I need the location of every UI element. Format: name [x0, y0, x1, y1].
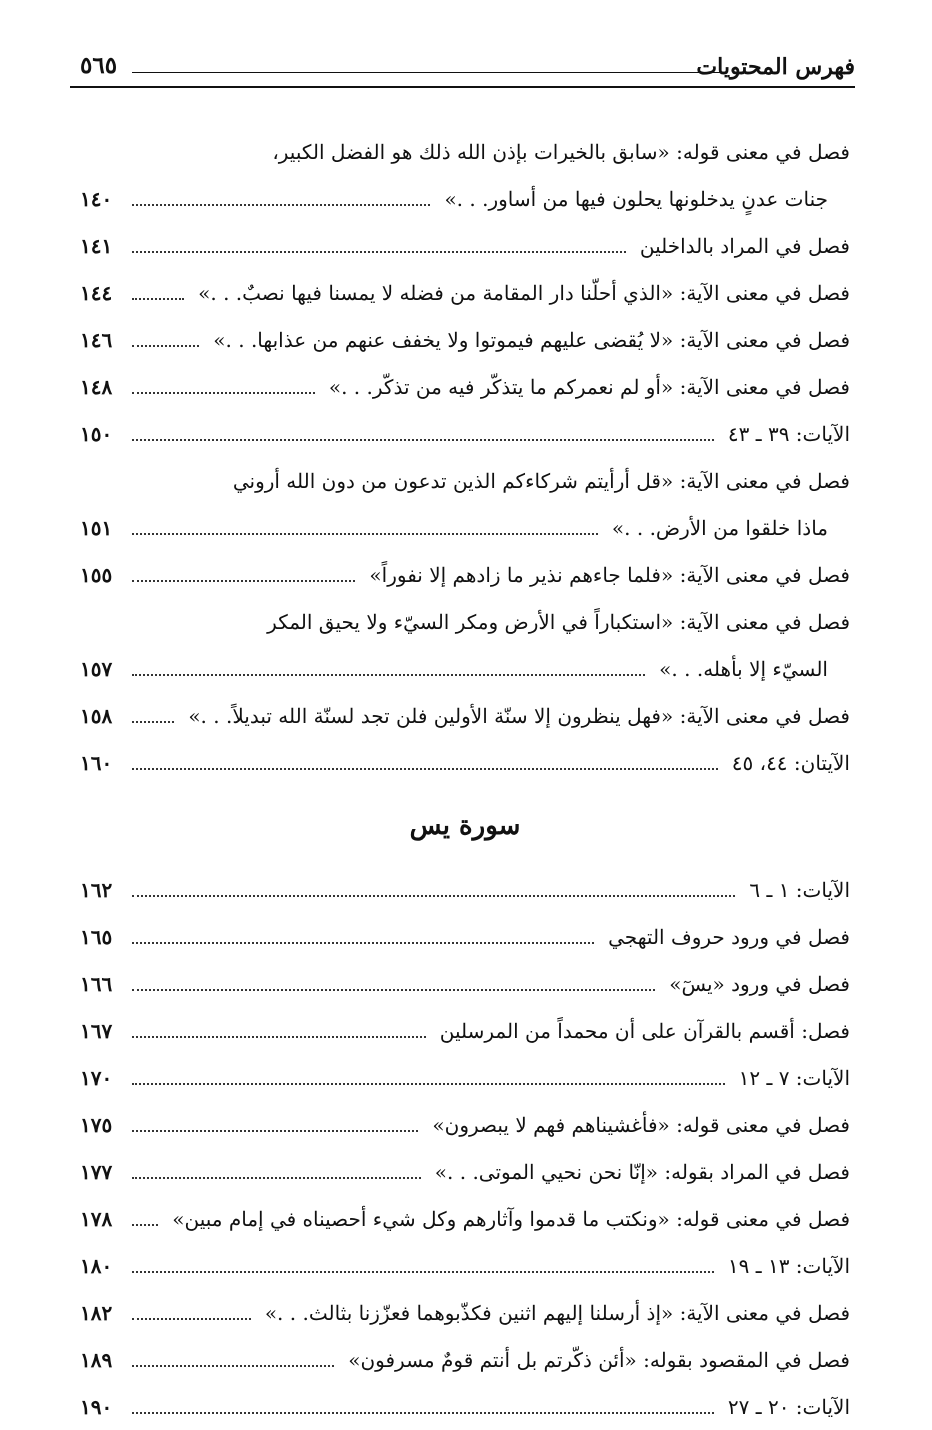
- leader-dots: [132, 1412, 714, 1414]
- surah-heading: سورة يس: [409, 811, 521, 841]
- header-rule: [132, 72, 725, 73]
- leader-dots: [132, 942, 594, 944]
- toc-entry: [80, 739, 850, 786]
- toc-entry-text: الآيات: ٣٩ ـ ٤٣: [727, 421, 850, 446]
- toc-entry-text: فصل: أقسم بالقرآن على أن محمداً من المرسلين: [439, 1018, 850, 1043]
- leader-dots: [132, 251, 626, 253]
- toc-entry-page: ١٥٥: [80, 562, 113, 587]
- toc-entry: [80, 457, 850, 504]
- toc-entry-text: فصل في معنى الآية: «فهل ينظرون إلا سنّة الأولين فلن تجد لسنّة الله تبديلاً. . .»: [188, 703, 850, 728]
- leader-dots: [132, 674, 645, 676]
- leader-dots: [132, 721, 174, 723]
- toc-entry-text: فصل في معنى الآية: «أو لم نعمركم ما يتذكّر فيه من تذكّر. . .»: [328, 374, 850, 399]
- toc-entry-text: فصل في معنى الآية: «استكباراً في الأرض ومكر السيّء ولا يحيق المكر: [267, 609, 850, 634]
- toc-entry-text: الآيتان: ٤٤، ٤٥: [731, 750, 850, 775]
- toc-entry-text: الآيات: ٧ ـ ١٢: [738, 1065, 850, 1090]
- toc-entry-page: ١٧٨: [80, 1206, 113, 1231]
- toc-entry-page: ١٤٦: [80, 327, 113, 352]
- toc-entry: [80, 598, 850, 645]
- toc-entry-page: ١٨٢: [80, 1300, 113, 1325]
- toc-entry-text: السيّء إلا بأهله. . .»: [659, 656, 828, 681]
- toc-entry-text: فصل في معنى الآية: «إذ أرسلنا إليهم اثنين فكذّبوهما فعزّزنا بثالث. . .»: [264, 1300, 850, 1325]
- toc-entry: [80, 504, 850, 551]
- toc-entry-text: ماذا خلقوا من الأرض. . .»: [611, 515, 828, 540]
- leader-dots: [132, 1224, 158, 1226]
- toc-entry-page: ١٥٧: [80, 656, 113, 681]
- toc-entry-page: ١٦٦: [80, 971, 113, 996]
- toc-entry-page: ١٥٠: [80, 421, 113, 446]
- toc-entry: [80, 1101, 850, 1148]
- toc-entry: [80, 692, 850, 739]
- toc-section-1: [80, 128, 850, 786]
- leader-dots: [132, 1271, 714, 1273]
- toc-entry: [80, 1242, 850, 1289]
- toc-entry: [80, 1054, 850, 1101]
- leader-dots: [132, 204, 430, 206]
- toc-entry-page: ١٤١: [80, 233, 113, 258]
- leader-dots: [132, 1318, 251, 1320]
- leader-dots: [132, 439, 714, 441]
- toc-entry-page: ١٦٠: [80, 750, 113, 775]
- toc-entry: [80, 960, 850, 1007]
- toc-entry-page: ١٤٨: [80, 374, 113, 399]
- leader-dots: [132, 298, 184, 300]
- toc-entry-text: فصل في معنى الآية: «قل أرأيتم شركاءكم الذين تدعون من دون الله أروني: [232, 468, 850, 493]
- toc-entry-page: ١٩٠: [80, 1394, 113, 1419]
- header-page-number: ٥٦٥: [80, 52, 118, 79]
- toc-entry-text: فصل في معنى الآية: «لا يُقضى عليهم فيموتوا ولا يخفف عنهم من عذابها. . .»: [213, 327, 850, 352]
- leader-dots: [132, 345, 199, 347]
- toc-entry-page: ١٧٠: [80, 1065, 113, 1090]
- toc-entry: [80, 175, 850, 222]
- toc-entry-page: ١٨٠: [80, 1253, 113, 1278]
- toc-entry: [80, 410, 850, 457]
- toc-entry-page: ١٨٩: [80, 1347, 113, 1372]
- toc-entry: [80, 1289, 850, 1336]
- leader-dots: [132, 1177, 421, 1179]
- toc-entry-page: ١٤٠: [80, 186, 113, 211]
- toc-entry-page: ١٥١: [80, 515, 113, 540]
- toc-entry-text: فصل في المراد بقوله: «إنّا نحن نحيي الموتى. . .»: [434, 1159, 850, 1184]
- toc-entry: [80, 1336, 850, 1383]
- toc-entry: [80, 1195, 850, 1242]
- toc-entry: [80, 269, 850, 316]
- toc-entry: [80, 363, 850, 410]
- toc-entry-text: الآيات: ١ ـ ٦: [749, 877, 850, 902]
- leader-dots: [132, 1083, 725, 1085]
- header-underline: [70, 86, 855, 88]
- toc-entry-page: ١٥٨: [80, 703, 113, 728]
- toc-entry-page: ١٤٤: [80, 280, 113, 305]
- table-of-contents: [80, 128, 850, 1430]
- toc-entry-page: ١٧٥: [80, 1112, 113, 1137]
- toc-entry-text: فصل في ورود حروف التهجي: [608, 924, 850, 949]
- toc-entry-text: فصل في معنى قوله: «سابق بالخيرات بإذن الله ذلك هو الفضل الكبير،: [272, 139, 850, 164]
- toc-entry-text: فصل في المراد بالداخلين: [639, 233, 850, 258]
- toc-entry-page: ١٦٥: [80, 924, 113, 949]
- leader-dots: [132, 768, 718, 770]
- toc-entry-text: الآيات: ١٣ ـ ١٩: [727, 1253, 850, 1278]
- toc-entry: [80, 1383, 850, 1430]
- toc-entry: [80, 551, 850, 598]
- toc-entry: [80, 316, 850, 363]
- toc-entry-page: ١٧٧: [80, 1159, 113, 1184]
- leader-dots: [132, 895, 735, 897]
- toc-entry: [80, 913, 850, 960]
- toc-entry-text: فصل في معنى قوله: «فأغشيناهم فهم لا يبصرون»: [432, 1112, 850, 1137]
- toc-entry-page: ١٦٧: [80, 1018, 113, 1043]
- leader-dots: [132, 1365, 334, 1367]
- running-header: [70, 46, 855, 90]
- toc-entry-text: جنات عدنٍ يدخلونها يحلون فيها من أساور. . .»: [444, 186, 828, 211]
- leader-dots: [132, 1036, 426, 1038]
- toc-entry: [80, 645, 850, 692]
- toc-entry-text: فصل في ورود «يسٓ»: [669, 971, 850, 996]
- toc-entry-text: فصل في معنى الآية: «فلما جاءهم نذير ما زادهم إلا نفوراً»: [369, 562, 850, 587]
- toc-entry: [80, 222, 850, 269]
- toc-entry: [80, 866, 850, 913]
- toc-entry-text: الآيات: ٢٠ ـ ٢٧: [727, 1394, 850, 1419]
- leader-dots: [132, 1130, 418, 1132]
- header-title: فهرس المحتويات: [696, 54, 855, 80]
- toc-entry: [80, 1148, 850, 1195]
- leader-dots: [132, 580, 355, 582]
- toc-entry-text: فصل في معنى الآية: «الذي أحلّنا دار المقامة من فضله لا يمسنا فيها نصبٌ. . .»: [198, 280, 850, 305]
- leader-dots: [132, 533, 598, 535]
- toc-section-2: [80, 866, 850, 1430]
- toc-entry: [80, 128, 850, 175]
- toc-entry: [80, 1007, 850, 1054]
- toc-entry-text: فصل في معنى قوله: «ونكتب ما قدموا وآثارهم وكل شيء أحصيناه في إمام مبين»: [172, 1206, 850, 1231]
- leader-dots: [132, 392, 315, 394]
- toc-entry-text: فصل في المقصود بقوله: «أئن ذكّرتم بل أنتم قومٌ مسرفون»: [348, 1347, 850, 1372]
- leader-dots: [132, 989, 655, 991]
- toc-entry-page: ١٦٢: [80, 877, 113, 902]
